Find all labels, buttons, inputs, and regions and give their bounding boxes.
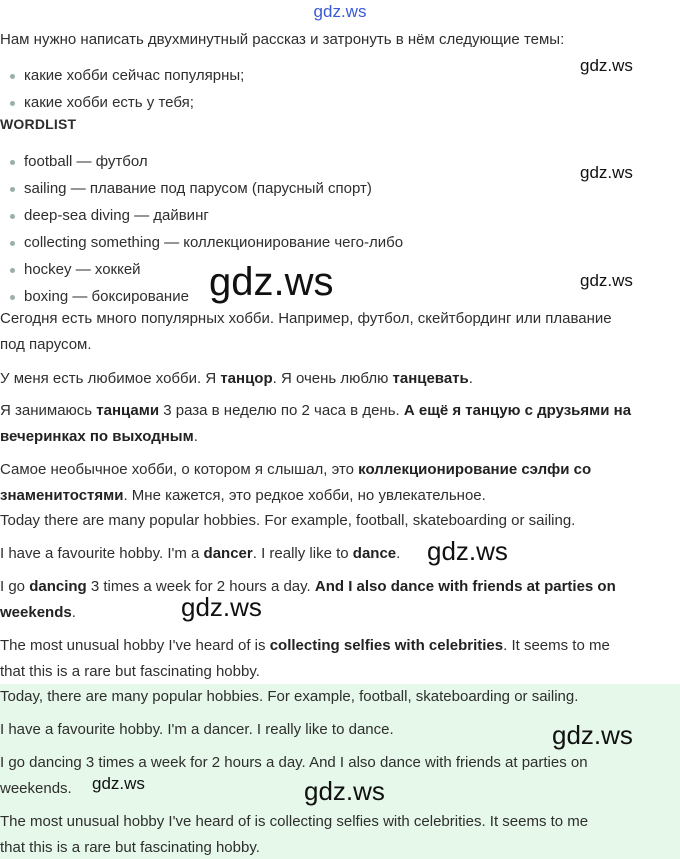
ru-paragraph-1-line-1: Сегодня есть много популярных хобби. Например, футбол, скейтбординг или плавание [0,310,612,327]
bullet-icon [10,241,15,246]
ru-paragraph-1-line-2: под парусом. [0,336,92,353]
bullet-icon [10,187,15,192]
en-paragraph-4-line-1: The most unusual hobby I've heard of is collecting selfies with celebrities. It seems to me [0,637,610,654]
en-paragraph-4-line-2: that this is a rare but fascinating hobby. [0,663,260,680]
bullet-icon [10,101,15,106]
watermark: gdz.ws [552,720,633,750]
final-paragraph-4-line-2: that this is a rare but fascinating hobby. [0,839,260,856]
wordlist-item: sailing — плавание под парусом (парусный спорт) [24,180,372,197]
bullet-icon [10,268,15,273]
watermark: gdz.ws [427,536,508,566]
watermark: gdz.ws [304,776,385,806]
topic-item: какие хобби есть у тебя; [24,94,194,111]
ru-paragraph-4-line-2: знаменитостями. Мне кажется, это редкое хобби, но увлекательное. [0,487,486,504]
en-paragraph-3-line-2: weekends. [0,604,76,621]
ru-paragraph-4-line-1: Самое необычное хобби, о котором я слышал, это коллекционирование сэлфи со [0,461,592,478]
bullet-icon [10,214,15,219]
en-paragraph-1: Today there are many popular hobbies. For example, football, skateboarding or sailing. [0,512,576,529]
wordlist-item: deep-sea diving — дайвинг [24,207,209,224]
en-paragraph-3-line-1: I go dancing 3 times a week for 2 hours a day. And I also dance with friends at parties on [0,578,616,595]
watermark: gdz.ws [209,260,334,304]
watermark: gdz.ws [92,774,145,793]
final-paragraph-3-line-1: I go dancing 3 times a week for 2 hours a day. And I also dance with friends at parties on [0,754,588,771]
intro-text: Нам нужно написать двухминутный рассказ и затронуть в нём следующие темы: [0,31,565,48]
bullet-icon [10,74,15,79]
watermark: gdz.ws [181,592,262,622]
watermark: gdz.ws [580,56,633,75]
ru-paragraph-3-line-1: Я занимаюсь танцами 3 раза в неделю по 2 часа в день. А ещё я танцую с друзьями на [0,402,632,419]
bullet-icon [10,295,15,300]
final-paragraph-4-line-1: The most unusual hobby I've heard of is collecting selfies with celebrities. It seems to me [0,813,589,830]
wordlist-title: WORDLIST [0,116,77,132]
wordlist-item: collecting something — коллекционирование чего-либо [24,234,404,251]
topic-item: какие хобби сейчас популярны; [24,67,245,84]
watermark: gdz.ws [580,271,633,290]
watermark: gdz.ws [580,163,633,182]
wordlist-item: hockey — хоккей [24,261,141,278]
final-paragraph-3-line-2: weekends. [0,780,72,797]
ru-paragraph-2: У меня есть любимое хобби. Я танцор. Я очень люблю танцевать. [0,370,473,387]
wordlist-item: boxing — боксирование [24,288,189,305]
wordlist-item: football — футбол [24,153,148,170]
header-watermark-link[interactable]: gdz.ws [313,2,367,21]
en-paragraph-2: I have a favourite hobby. I'm a dancer. I really like to dance. [0,545,401,562]
bullet-icon [10,160,15,165]
final-paragraph-1: Today, there are many popular hobbies. For example, football, skateboarding or sailing. [0,688,579,705]
ru-paragraph-3-line-2: вечеринках по выходным. [0,428,198,445]
final-paragraph-2: I have a favourite hobby. I'm a dancer. I really like to dance. [0,721,394,738]
